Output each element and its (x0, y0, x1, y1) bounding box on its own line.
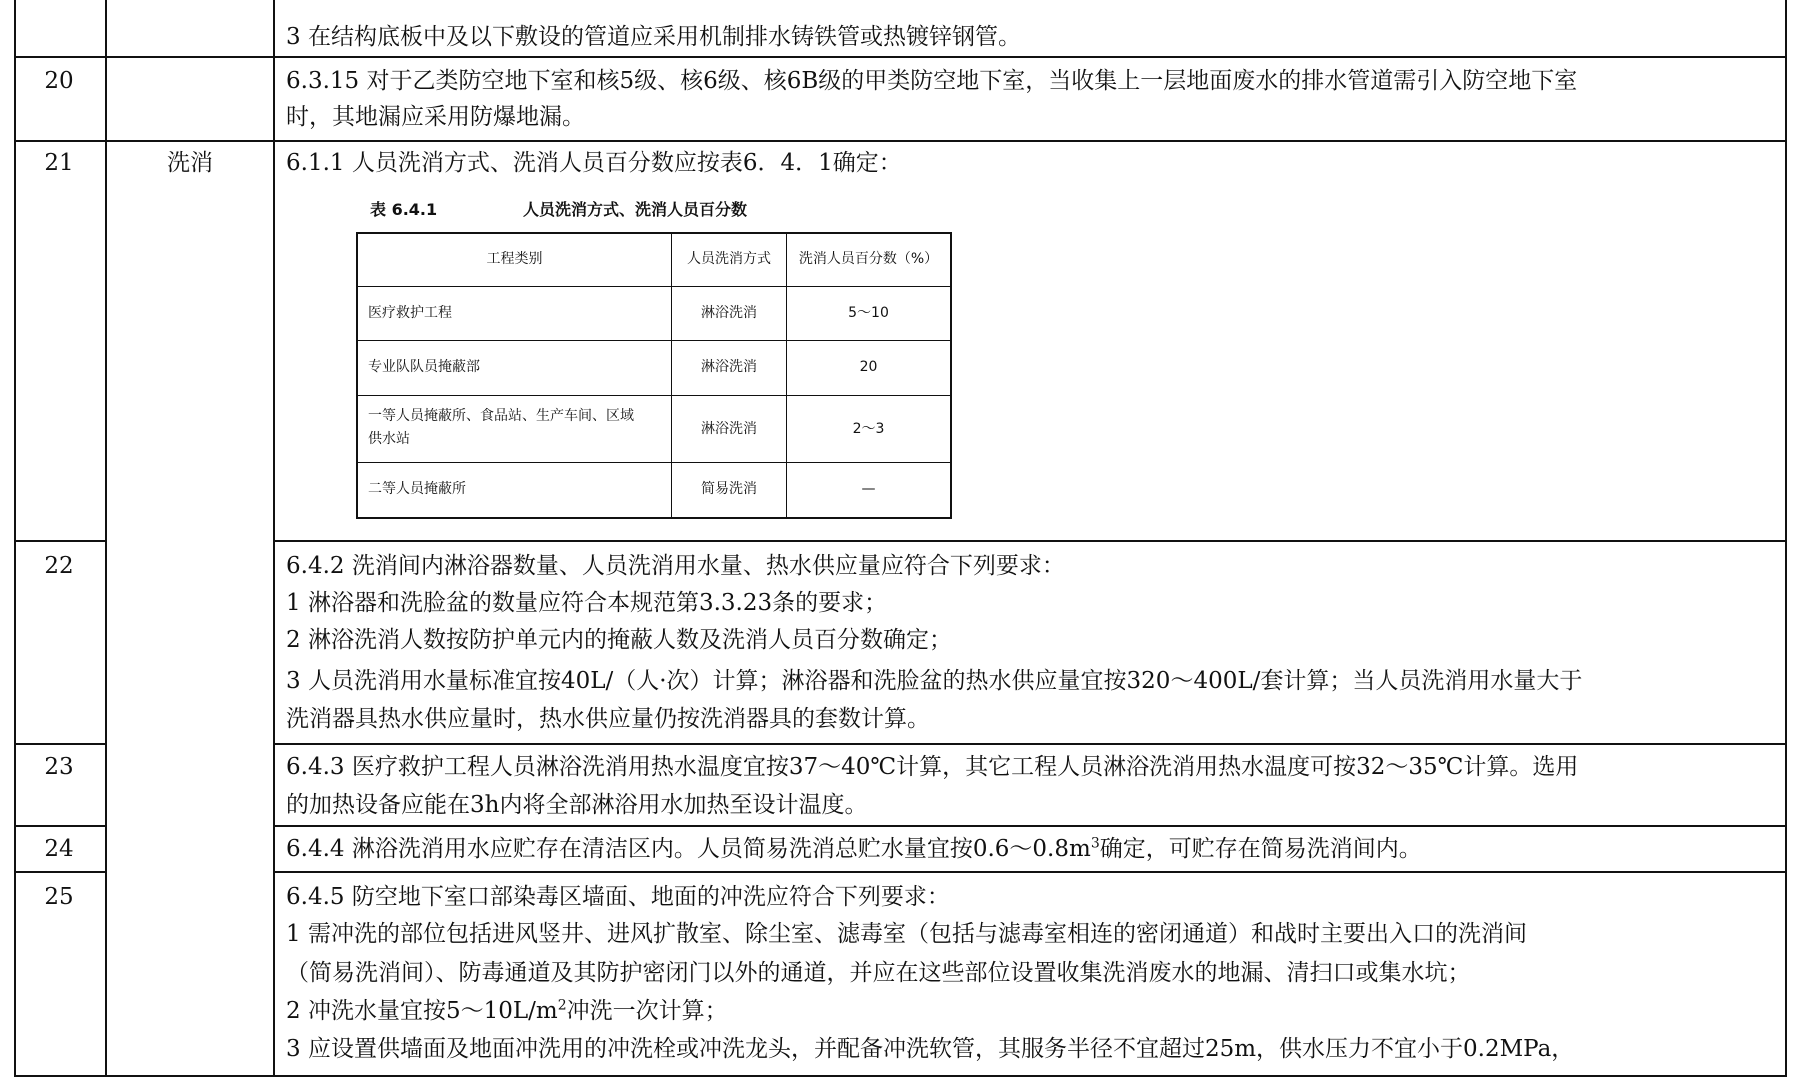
grid-line-row-22-top-b (273, 540, 1787, 542)
inner-table-cell: 淋浴洗消 (701, 359, 757, 375)
grid-line-row-25-top-b (273, 871, 1787, 873)
row-content-line: 2 淋浴洗消人数按防护单元内的掩蔽人数及洗消人员百分数确定； (286, 627, 952, 653)
row-content-line: 的加热设备应能在3h内将全部淋浴用水加热至设计温度。 (286, 792, 868, 818)
inner-table-cell: — (861, 481, 876, 497)
grid-line-row-24-top-a (14, 825, 107, 827)
grid-line-row-21-top (14, 140, 1787, 142)
row-content-line: 洗消器具热水供应量时，热水供应量仍按洗消器具的套数计算。 (286, 706, 930, 732)
row-content-line: 1 淋浴器和洗脸盆的数量应符合本规范第3.3.23条的要求； (286, 590, 888, 616)
grid-line-row-23-top-b (273, 743, 1787, 745)
row-content-line: 3 人员洗消用水量标准宜按40L/（人·次）计算；淋浴器和洗脸盆的热水供应量宜按320～400L/套计算；当人员洗消用水量大于 (286, 668, 1583, 694)
inner-table-cell: 医疗救护工程 (368, 305, 452, 321)
row-content-line: 6.4.2 洗消间内淋浴器数量、人员洗消用水量、热水供应量应符合下列要求： (286, 553, 1065, 579)
row-number: 21 (44, 150, 74, 176)
inner-table-cell: 淋浴洗消 (701, 305, 757, 321)
row-number: 22 (44, 553, 74, 579)
inner-table-header: 工程类别 (486, 251, 543, 267)
inner-table-cell: 5～10 (848, 305, 889, 321)
inner-table-number: 表 6.4.1 (370, 200, 438, 219)
inner-table-header: 人员洗消方式 (687, 251, 771, 267)
row-content-line: 6.1.1 人员洗消方式、洗消人员百分数应按表6．4．1确定： (286, 150, 902, 176)
row-number: 20 (44, 68, 74, 94)
grid-line-row-22-top-a (14, 540, 107, 542)
inner-table-cell: 淋浴洗消 (701, 421, 757, 437)
inner-table-cell: 专业队队员掩蔽部 (368, 359, 480, 375)
grid-line-row-24-top-b (273, 825, 1787, 827)
inner-table-cell: 20 (859, 359, 878, 375)
inner-table-cell: 二等人员掩蔽所 (368, 481, 466, 497)
row-category: 洗消 (167, 150, 213, 176)
grid-line-right (1785, 0, 1787, 1077)
row-content-line: 2 冲洗水量宜按$5\sim 10L/m^2$冲洗一次计算； (286, 997, 728, 1024)
inner-table-header: 洗消人员百分数（%） (798, 251, 939, 267)
grid-line-row-25-top-a (14, 871, 107, 873)
inner-table-cell: 简易洗消 (701, 481, 757, 497)
row-number: 24 (44, 836, 74, 862)
row-content-line: 3 在结构底板中及以下敷设的管道应采用机制排水铸铁管或热镀锌钢管。 (286, 24, 1021, 50)
inner-table-cell: 2～3 (852, 421, 885, 437)
row-content-line: 6.3.15 对于乙类防空地下室和核5级、核6级、核6B级的甲类防空地下室，当收集上一层地面废水的排水管道需引入防空地下室 (286, 68, 1578, 94)
row-content-line: 6.4.3 医疗救护工程人员淋浴洗消用热水温度宜按37～40℃计算，其它工程人员淋浴洗消用热水温度可按32～35℃计算。选用 (286, 754, 1579, 780)
row-content-line: 1 需冲洗的部位包括进风竖井、进风扩散室、除尘室、滤毒室（包括与滤毒室相连的密闭通道）和战时主要出入口的洗消间 (286, 921, 1527, 947)
row-number: 25 (44, 884, 74, 910)
inner-table-title: 人员洗消方式、洗消人员百分数 (523, 200, 748, 219)
row-content-line: 3 应设置供墙面及地面冲洗用的冲洗栓或冲洗龙头，并配备冲洗软管，其服务半径不宜超过25m，供水压力不宜小于0.2MPa， (286, 1036, 1575, 1062)
inner-table-cell: 一等人员掩蔽所、食品站、生产车间、区域供水站 (368, 408, 634, 447)
row-content-line: 6.4.4 淋浴洗消用水应贮存在清洁区内。人员简易洗消总贮水量宜按$0.6\sim 0.8m^3$确定，可贮存在简易洗消间内。 (286, 835, 1422, 862)
grid-line-row-23-top-a (14, 743, 107, 745)
row-content-line: 6.4.5 防空地下室口部染毒区墙面、地面的冲洗应符合下列要求： (286, 884, 950, 910)
row-content-line: （简易洗消间）、防毒通道及其防护密闭门以外的通道，并应在这些部位设置收集洗消废水的地漏、清扫口或集水坑； (286, 960, 1471, 986)
row-number: 23 (44, 754, 74, 780)
row-content-line: 时，其地漏应采用防爆地漏。 (286, 104, 585, 130)
grid-line-row-20-top (14, 56, 1787, 58)
grid-line-bottom (14, 1075, 1787, 1077)
